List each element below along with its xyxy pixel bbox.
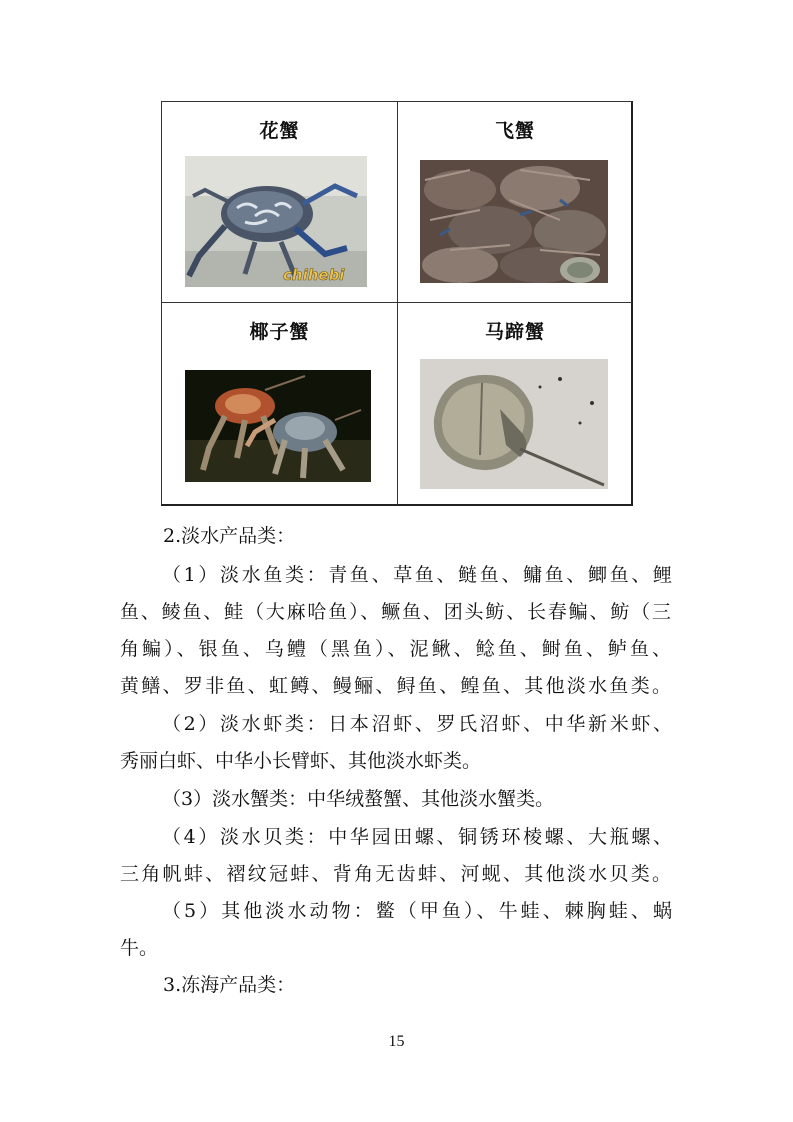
item-1-line-2: 鱼、鲮鱼、鲑（大麻哈鱼）、鳜鱼、团头鲂、长春鳊、鲂（三: [120, 601, 671, 623]
table-cell-flying-crab: [398, 102, 632, 303]
table-cell-flower-crab: [162, 102, 398, 303]
horseshoe-crab-photo: [420, 359, 608, 489]
cell-title: 花蟹: [259, 120, 300, 142]
cell-title: 马蹄蟹: [484, 321, 545, 343]
cell-title: 椰子蟹: [249, 321, 310, 343]
section-3-heading: 3.冻海产品类：: [163, 974, 296, 996]
item-1-line-3: 角鳊）、银鱼、乌鳢（黑鱼）、泥鳅、鲶鱼、鲥鱼、鲈鱼、: [120, 638, 671, 660]
svg-text:chihebi: chihebi: [283, 266, 345, 284]
crab-image-table: [161, 101, 633, 506]
item-3-line-1: （3）淡水蟹类：中华绒螯蟹、其他淡水蟹类。: [162, 788, 555, 810]
table-cell-coconut-crab: [162, 303, 398, 505]
coconut-crab-photo: [185, 370, 371, 482]
item-5-line-2: 牛。: [120, 937, 159, 959]
item-4-line-1: （4）淡水贝类：中华园田螺、铜锈环棱螺、大瓶螺、: [162, 826, 672, 848]
page-number: 15: [388, 1033, 405, 1050]
item-5-line-1: （5）其他淡水动物：鳖（甲鱼）、牛蛙、棘胸蛙、蜗: [162, 900, 672, 922]
item-4-line-2: 三角帆蚌、褶纹冠蚌、背角无齿蚌、河蚬、其他淡水贝类。: [120, 863, 671, 885]
cell-title: 飞蟹: [494, 120, 535, 142]
flying-crab-pile-photo: [420, 160, 608, 283]
section-2-heading: 2.淡水产品类：: [163, 525, 296, 547]
blue-swimming-crab-photo: [185, 156, 367, 287]
item-1-line-1: （1）淡水鱼类：青鱼、草鱼、鲢鱼、鳙鱼、鲫鱼、鲤: [162, 564, 672, 586]
item-1-line-4: 黄鳝、罗非鱼、虹鳟、鳗鲡、鲟鱼、鳇鱼、其他淡水鱼类。: [120, 675, 671, 697]
item-2-line-2: 秀丽白虾、中华小长臂虾、其他淡水虾类。: [120, 750, 482, 772]
table-cell-horseshoe-crab: [398, 303, 632, 505]
item-2-line-1: （2）淡水虾类：日本沼虾、罗氏沼虾、中华新米虾、: [162, 713, 672, 735]
